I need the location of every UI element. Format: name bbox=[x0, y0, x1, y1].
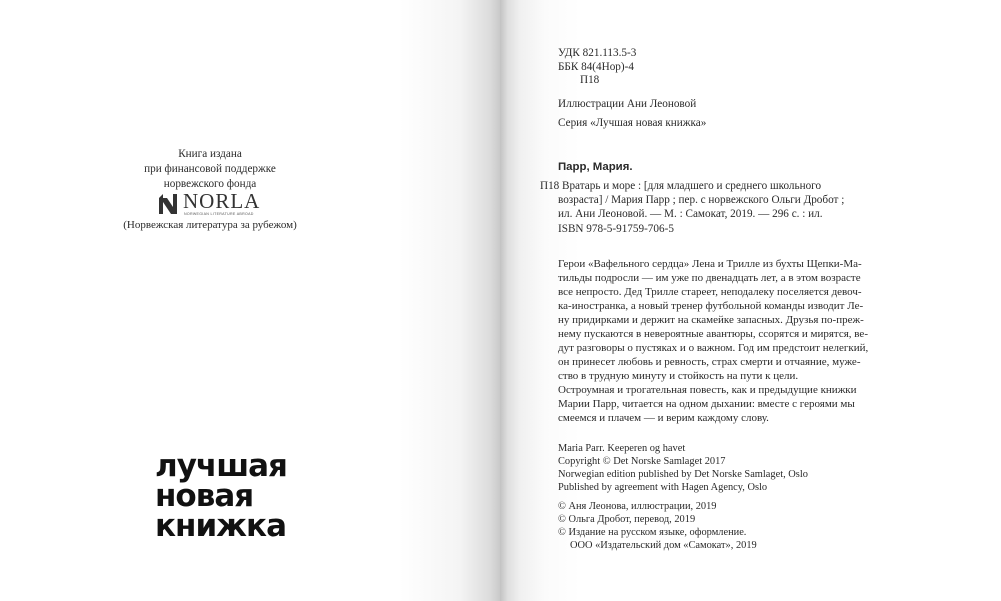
annotation-line: смеемся и плачем — и верим каждому слову. bbox=[558, 412, 769, 424]
copyright-line: Copyright © Det Norske Samlaget 2017 bbox=[558, 456, 726, 467]
copyright-line: © Ольга Дробот, перевод, 2019 bbox=[558, 514, 696, 525]
left-page bbox=[0, 0, 500, 601]
copyright-line: Norwegian edition published by Det Norske Samlaget, Oslo bbox=[558, 469, 808, 480]
annotation-line: он принесет любовь и ревность, страх смерти и отчаяние, муже- bbox=[558, 356, 861, 368]
annotation-line: дут разговоры о пустяках и о важном. Год им предстоит нелегкий, bbox=[558, 342, 869, 354]
copyright-line: Maria Parr. Keeperen og havet bbox=[558, 443, 686, 454]
sponsor-line: Книга издана bbox=[178, 148, 242, 160]
norla-mark-icon bbox=[158, 192, 180, 216]
annotation-line: ну придирками и держит на скамейке запасных. Друзья по-преж- bbox=[558, 314, 864, 326]
author-heading: Парр, Мария. bbox=[558, 161, 633, 173]
annotation-line: Остроумная и трогательная повесть, как и предыдущие книжки bbox=[558, 384, 857, 396]
annotation-line: нему пускаются в невероятные авантюры, ссорятся и мирятся, ве- bbox=[558, 328, 868, 340]
catalog-code: П18 bbox=[540, 180, 560, 192]
series-logo-line: новая bbox=[155, 478, 254, 514]
udk-code: УДК 821.113.5-3 bbox=[558, 47, 637, 59]
sponsor-line: норвежского фонда bbox=[163, 178, 257, 190]
sponsor-note bbox=[110, 147, 310, 192]
isbn: ISBN 978-5-91759-706-5 bbox=[558, 223, 674, 235]
bibliographic-line: ил. Ани Леоновой. — М. : Самокат, 2019. — 296 с. : ил. bbox=[558, 208, 823, 220]
annotation-line: тильды подросли — им уже по двенадцать лет, а в этом возрасте bbox=[558, 272, 861, 284]
norla-subtitle: NORWEGIAN LITERATURE ABROAD bbox=[184, 212, 254, 216]
annotation-line: Марии Парр, читается на одном дыхании: вместе с героями мы bbox=[558, 398, 855, 410]
bbk-code: ББК 84(4Нор)-4 bbox=[558, 61, 634, 73]
series-logo-line: лучшая bbox=[155, 448, 287, 484]
bibliographic-line: Вратарь и море : [для младшего и среднего школьного bbox=[562, 180, 822, 192]
copyright-line: © Аня Леонова, иллюстрации, 2019 bbox=[558, 501, 717, 512]
annotation-line: все непросто. Дед Трилле стареет, неподалеку поселяется девоч- bbox=[558, 286, 862, 298]
bibliographic-line: возраста] / Мария Парр ; пер. с норвежского Ольги Дробот ; bbox=[558, 194, 845, 206]
copyright-line: © Издание на русском языке, оформление. bbox=[558, 527, 747, 538]
norla-caption: (Норвежская литература за рубежом) bbox=[123, 219, 297, 231]
series-name: Серия «Лучшая новая книжка» bbox=[558, 117, 707, 129]
annotation-line: ка-иностранка, а новый тренер футбольной команды изводит Ле- bbox=[558, 300, 864, 312]
series-logo-line: книжка bbox=[155, 508, 286, 544]
annotation-line: ство в трудную минуту и стойкость на пути к цели. bbox=[558, 370, 799, 382]
copyright-line: Published by agreement with Hagen Agency, Oslo bbox=[558, 482, 768, 493]
sponsor-line: при финансовой поддержке bbox=[144, 163, 276, 175]
illustrations-credit: Иллюстрации Ани Леоновой bbox=[558, 98, 697, 110]
annotation-line: Герои «Вафельного сердца» Лена и Трилле из бухты Щепки-Ма- bbox=[558, 258, 862, 270]
copyright-line: ООО «Издательский дом «Самокат», 2019 bbox=[570, 540, 757, 551]
author-sign: П18 bbox=[580, 74, 600, 86]
norla-wordmark: NORLA bbox=[183, 189, 261, 213]
